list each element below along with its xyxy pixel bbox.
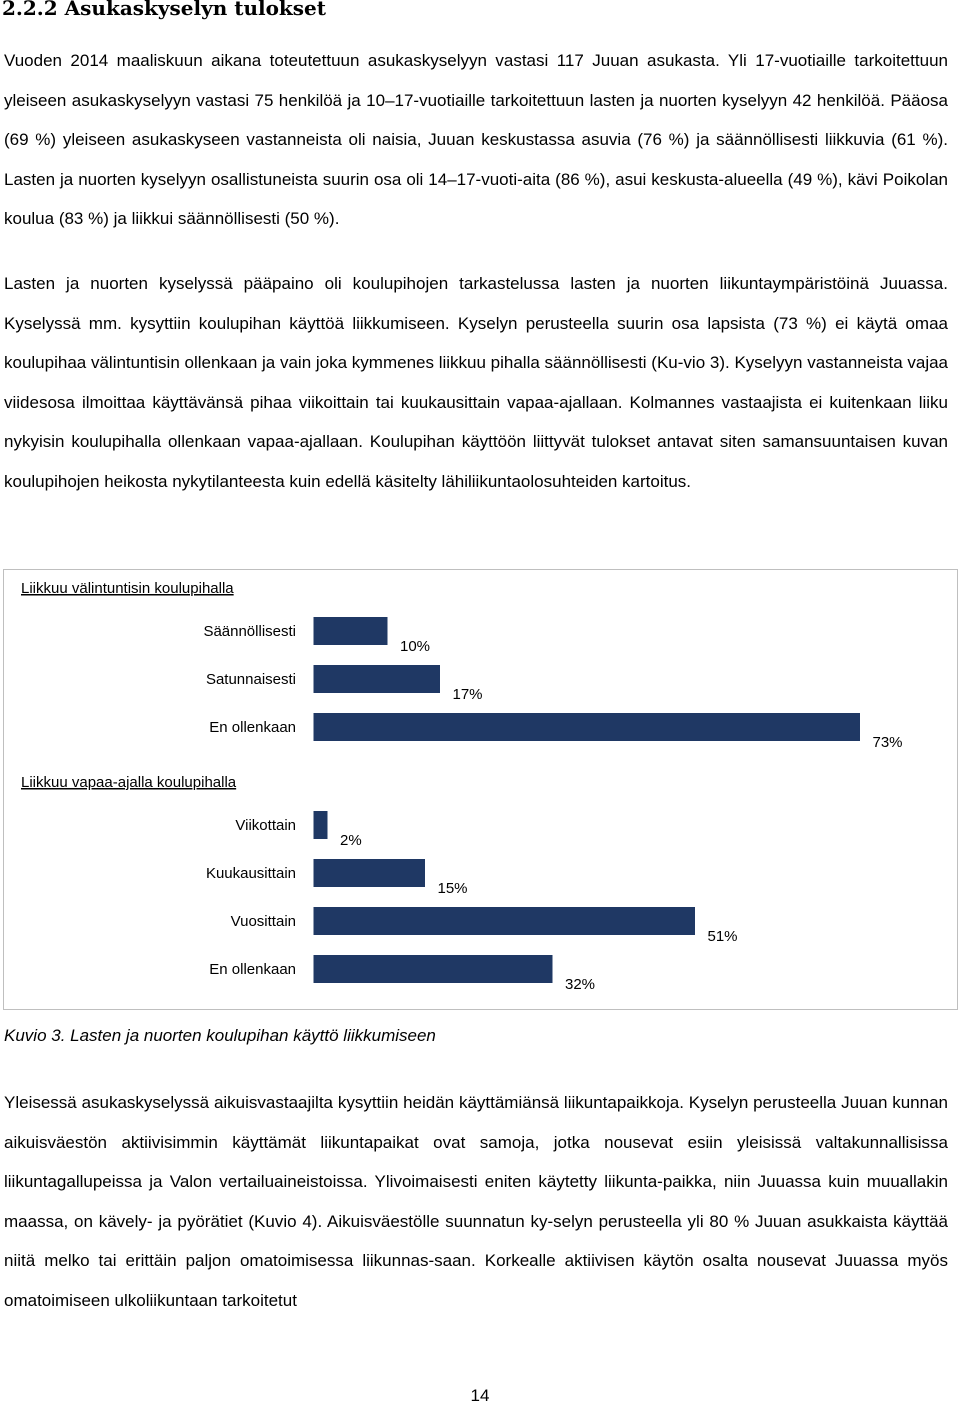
chart-svg [4,570,959,1011]
schoolyard-usage-chart [3,569,958,1010]
bar [313,907,696,936]
data-label: 15% [437,880,468,897]
figure-caption: Kuvio 3. Lasten ja nuorten koulupihan käyttö liikkumiseen [4,1026,436,1045]
data-label: 73% [872,734,903,751]
data-label: 10% [400,638,431,655]
category-label: Vuosittain [230,913,296,930]
paragraph-schoolyard-results: Lasten ja nuorten kyselyssä pääpaino oli koulupihojen tarkastelussa lasten ja nuorten liikuntaympäristöinä Juuassa. Kyselyssä mm. kysyttiin koulupihan käyttöä liikkumiseen. Kyselyn perusteella suurin osa lapsista (73 %) ei käytä omaa koulupihaa välintuntisin ollenkaan ja vain joka kymmenes liikkuu pihalla säännöllisesti (Ku-vio 3). Kyselyyn vastanneista vajaa viidesosa ilmoittaa käyttävänsä pihaa viikoittain tai kuukausittain vapaa-ajallaan. Kolmannes vastaajista ei kuitenkaan liiku nykyisin koulupihalla ollenkaan vapaa-ajallaan. Koulupihan käyttöön liittyvät tulokset antavat siten samansuuntaisen kuvan koulupihojen heikosta nykytilanteesta kuin edellä käsitelty lähiliikuntaolosuhteiden kartoitus. [4,274,949,491]
bar [313,713,861,742]
data-label: 51% [707,928,738,945]
category-label: En ollenkaan [209,719,296,736]
data-label: 2% [340,832,362,849]
paragraph-survey-overview: Vuoden 2014 maaliskuun aikana toteutettuun asukaskyselyyn vastasi 117 Juuan asukasta. Yli 17-vuotiaille tarkoitettuun yleiseen asukaskyselyyn vastasi 75 henkilöä ja 10–17-vuotiaille tarkoitettuun lasten ja nuorten kyselyyn 42 henkilöä. Pääosa (69 %) yleiseen asukaskyseen vastanneista oli naisia, Juuan keskustassa asuvia (76 %) ja säännöllisesti liikkuvia (61 %). Lasten ja nuorten kyselyyn osallistuneista suurin osa oli 14–17-vuoti-aita (86 %), asui keskusta-alueella (49 %), kävi Poikolan koulua (83 %) ja liikkui säännöllisesti (50 %). [4,51,948,228]
category-label: Säännöllisesti [203,623,296,640]
paragraph-adult-survey: Yleisessä asukaskyselyssä aikuisvastaajilta kysyttiin heidän käyttämiänsä liikuntapaikkoja. Kyselyn perusteella Juuan kunnan aikuisväestön aktiivisimmin käyttämät liikuntapaikat ovat samoja, jotka nousevat esiin yleisissä valtakunnallisissa liikuntagallupeissa ja Valon vertailuaineistoissa. Ylivoimaisesti eniten käytetty liikunta-paikka, niin Juuassa kuin muuallakin maassa, on kävely- ja pyörätiet (Kuvio 4). Aikuisväestölle suunnatun ky-selyn perusteella yli 80 % Juuan asukkaista käyttää niitä melko tai erittäin paljon omatoimisessa liikunnas-saan. Korkealle aktiivisen käytön osalta nousevat Juuassa myös omatoimiseen ulkoliikuntaan tarkoitetut [4,1093,948,1310]
chart-group-title: Liikkuu välintuntisin koulupihalla [21,580,234,597]
category-label: Viikottain [235,817,296,834]
section-heading: 2.2.2 Asukaskyselyn tulokset [2,0,327,20]
bar [313,617,388,646]
category-label: En ollenkaan [209,961,296,978]
data-label: 17% [452,686,483,703]
page-number: 14 [470,1386,490,1405]
category-label: Kuukausittain [205,865,296,882]
bar [313,955,553,984]
bar [313,859,426,888]
data-label: 32% [565,976,596,993]
category-label: Satunnaisesti [205,671,296,688]
bar [313,811,328,840]
chart-group-title: Liikkuu vapaa-ajalla koulupihalla [21,774,237,791]
bar [313,665,441,694]
